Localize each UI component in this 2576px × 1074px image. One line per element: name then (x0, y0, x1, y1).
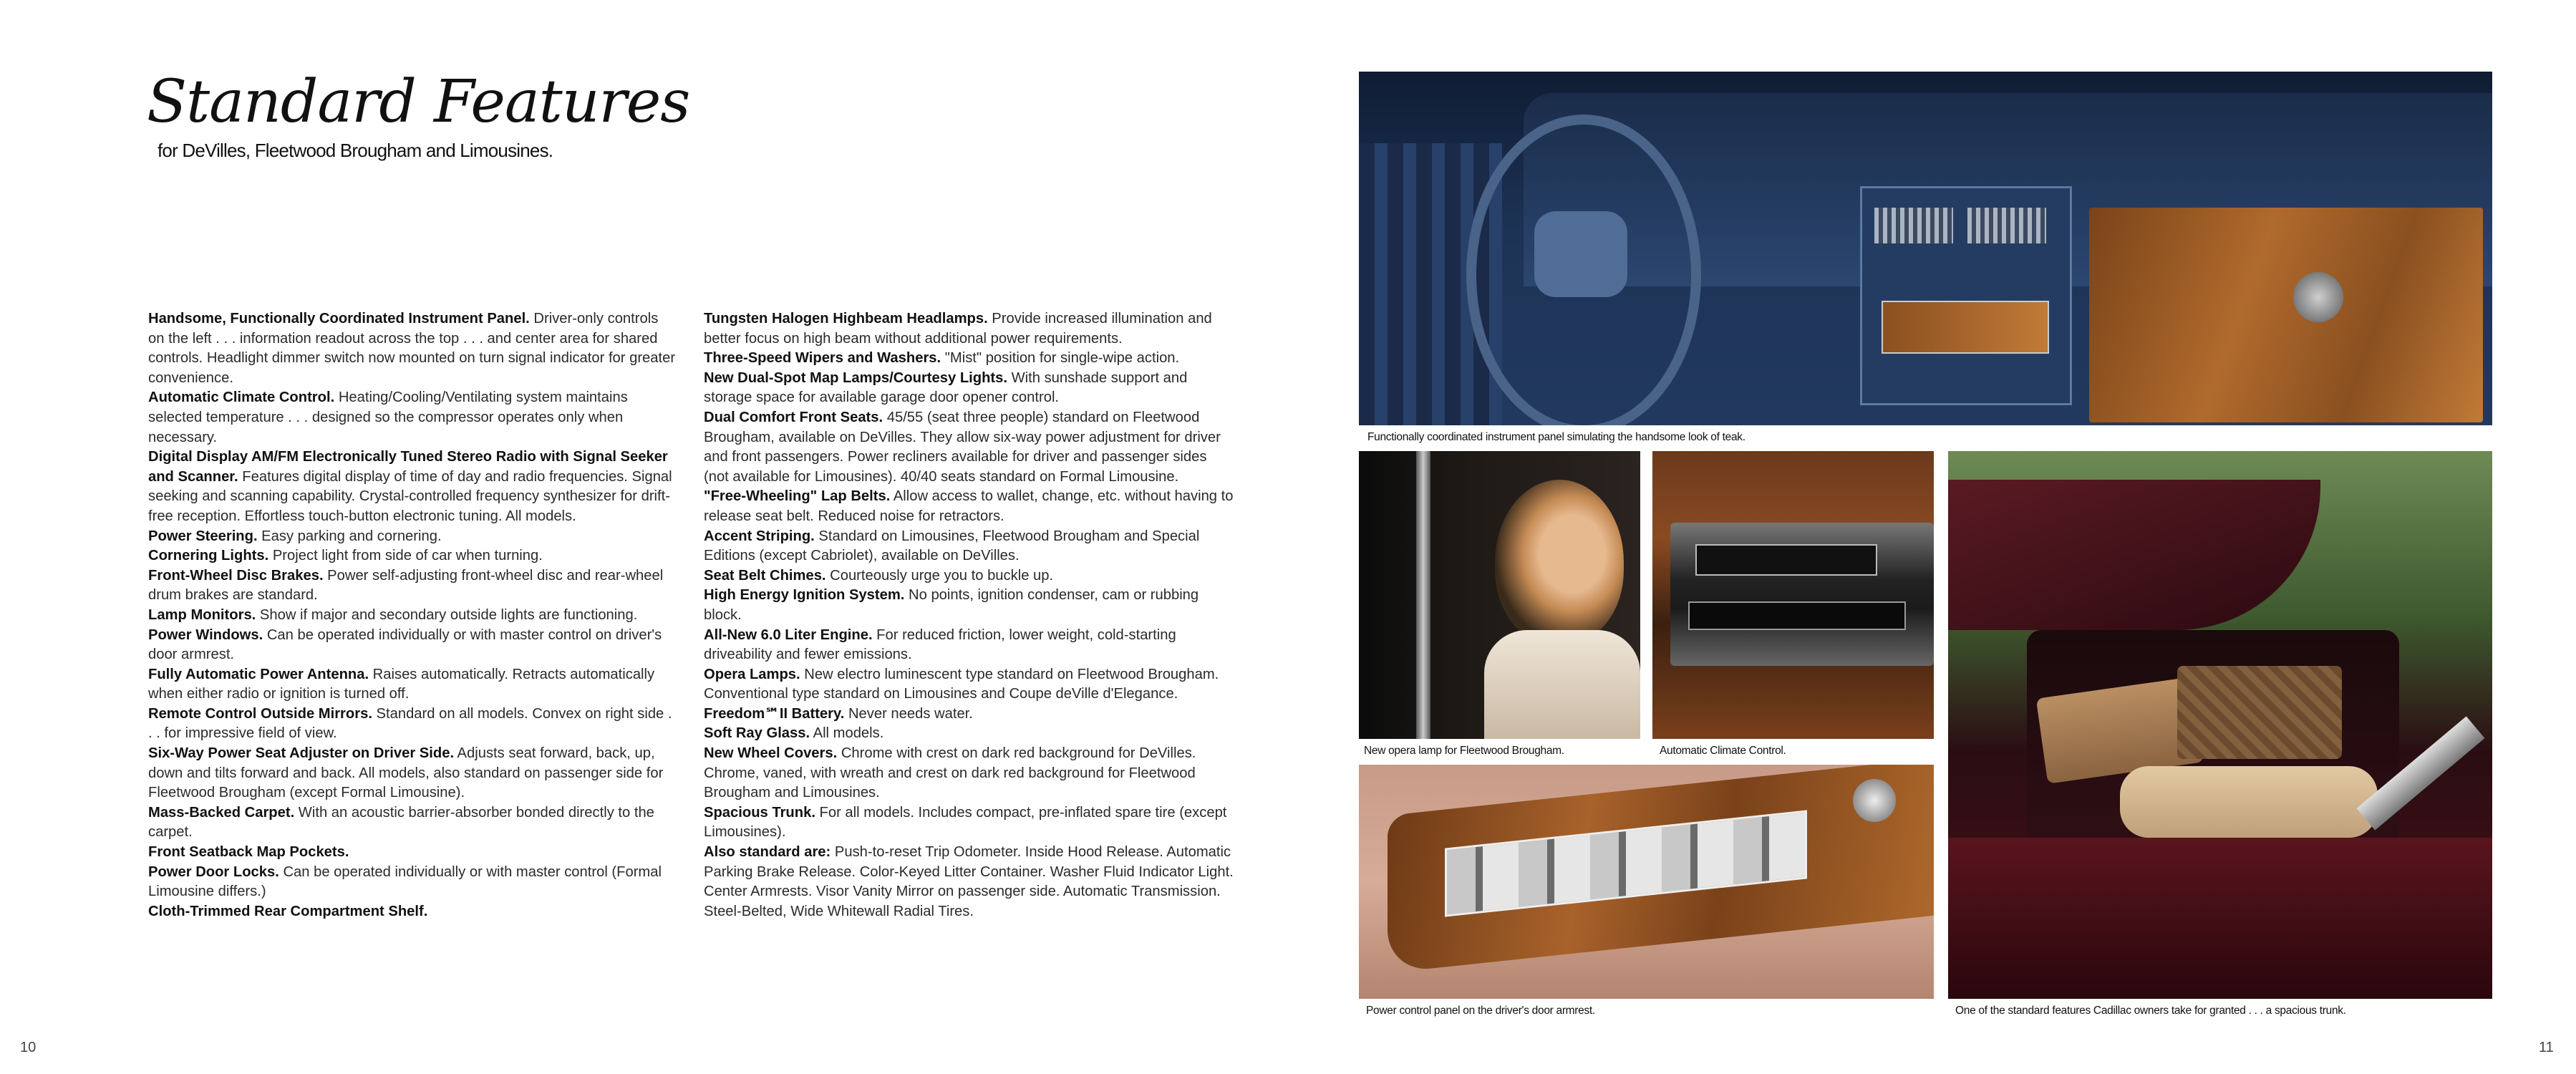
feature-name: Handsome, Functionally Coordinated Instrument Panel. (148, 311, 530, 326)
feature-description: Show if major and secondary outside lights are functioning. (256, 606, 638, 623)
feature-item (704, 724, 1234, 744)
teak-panel-shape (2089, 208, 2483, 422)
feature-description: Courteously urge you to buckle up. (825, 567, 1054, 584)
feature-item (148, 606, 678, 626)
feature-description: 45/55 (seat three people) standard on Fleetwood Brougham, available on DeVilles. They allow six-way power adjustment for driver and front passengers. Power recliners available for driver and passenger sides (not available for Limousines). 40/40 seats standard on Formal Limousine. (704, 409, 1221, 485)
feature-name: Spacious Trunk. (704, 804, 815, 821)
feature-item (148, 803, 678, 843)
feature-item (148, 863, 678, 902)
feature-item (704, 408, 1234, 487)
feature-name: Power Door Locks. (148, 863, 279, 880)
feature-description: All models. (810, 725, 884, 742)
feature-name: Accent Striping. (704, 528, 815, 544)
feature-item (704, 527, 1234, 566)
feature-item (704, 309, 1234, 349)
feature-description: Can be operated individually or with master control (Formal Limousine differs.) (148, 863, 662, 900)
feature-description: Raises automatically. Retracts automatically when either radio or ignition is turned off. (148, 666, 655, 702)
feature-item (148, 902, 678, 922)
page-number-left: 10 (20, 1040, 37, 1055)
feature-description: Can be operated individually or with master control on driver's door armrest. (148, 626, 662, 663)
caption-opera-lamp: New opera lamp for Fleetwood Brougham. (1364, 745, 1564, 757)
feature-name: Cloth-Trimmed Rear Compartment Shelf. (148, 903, 428, 919)
feature-description: Driver-only controls on the left . . . information readout across the top . . . and center area for shared controls. Headlight dimmer switch now mounted on turn signal indicator for greater convenience. (148, 311, 676, 386)
feature-item (148, 527, 678, 547)
feature-item (704, 843, 1234, 921)
feature-name: Three-Speed Wipers and Washers. (704, 350, 941, 367)
feature-name: Soft Ray Glass. (704, 725, 810, 742)
feature-name: Dual Comfort Front Seats. (704, 409, 883, 425)
feature-name: Freedom℠II Battery. (704, 705, 845, 722)
feature-item (704, 369, 1234, 408)
feature-item (148, 309, 678, 388)
feature-name: Automatic Climate Control. (148, 390, 335, 406)
vent-shape (1967, 208, 2046, 243)
feature-item (148, 546, 678, 566)
feature-description: Provide increased illumination and better focus on high beam without additional power requirements. (704, 311, 1212, 347)
power-control-panel-photo (1359, 765, 1934, 999)
feature-name: Also standard are: (704, 844, 831, 861)
door-frame-shape (1416, 451, 1430, 739)
feature-name: Power Windows. (148, 626, 263, 643)
vent-shape (1874, 208, 1953, 243)
feature-item (704, 349, 1234, 369)
feature-name: Lamp Monitors. (148, 606, 256, 623)
coat-shape (1484, 630, 1640, 739)
feature-name: Opera Lamps. (704, 666, 800, 682)
trunk-lid-shape (1948, 480, 2320, 630)
feature-name: Front Seatback Map Pockets. (148, 844, 349, 861)
display-shape (1695, 544, 1877, 576)
slider-shape (1688, 601, 1906, 630)
feature-item (704, 665, 1234, 705)
passenger-shape (1495, 480, 1624, 644)
trunk-photo (1948, 451, 2492, 999)
opera-lamp-photo (1359, 451, 1640, 739)
luggage-shape (2120, 766, 2378, 838)
feature-description: Heating/Cooling/Ventilating system maintains selected temperature . . . designed so the compressor operates only when necessary. (148, 390, 628, 445)
feature-name: Cornering Lights. (148, 548, 269, 564)
feature-item (148, 705, 678, 744)
feature-description: Standard on all models. Convex on right side . . . for impressive field of view. (148, 705, 672, 742)
feature-item (148, 626, 678, 665)
feature-name: Tungsten Halogen Highbeam Headlamps. (704, 311, 988, 326)
page-title: Standard Features (147, 68, 690, 136)
feature-name: New Dual-Spot Map Lamps/Courtesy Lights. (704, 369, 1007, 386)
feature-name: Seat Belt Chimes. (704, 567, 826, 584)
feature-description: For all models. Includes compact, pre-inflated spare tire (except Limousines). (704, 804, 1227, 841)
caption-instrument-panel: Functionally coordinated instrument panel simulating the handsome look of teak. (1367, 431, 1745, 443)
steering-hub-shape (1534, 211, 1627, 297)
lock-knob-shape (1853, 779, 1896, 822)
feature-description: Standard on Limousines, Fleetwood Brougham and Special Editions (except Cabriolet), available on DeVilles. (704, 528, 1200, 564)
car-body-shape (1948, 838, 2492, 999)
feature-description: No points, ignition condenser, cam or rubbing block. (704, 587, 1199, 623)
feature-description: Features digital display of time of day and radio frequencies. Signal seeking and scanning capability. Crystal-controlled frequency synthesizer for drift-free reception. Effortless touch-button electronic tuning. All models. (148, 468, 672, 524)
feature-description: Push-to-reset Trip Odometer. Inside Hood Release. Automatic Parking Brake Release. Color-Keyed Litter Container. Washer Fluid Indicator Light. Center Armrests. Visor Vanity Mirror on passenger side. Automatic Transmission. Steel-Belted, Wide Whitewall Radial Tires. (704, 844, 1234, 919)
feature-item (148, 665, 678, 705)
feature-name: Power Steering. (148, 528, 258, 544)
feature-item (704, 586, 1234, 625)
feature-name: Six-Way Power Seat Adjuster on Driver Side. (148, 745, 455, 762)
feature-item (704, 744, 1234, 803)
features-left-column (148, 309, 678, 921)
feature-description: Allow access to wallet, change, etc. without having to release seat belt. Reduced noise for retractors. (704, 488, 1234, 524)
feature-description: For reduced friction, lower weight, cold-starting driveability and fewer emissions. (704, 626, 1176, 663)
feature-item (704, 626, 1234, 665)
feature-description: Chrome with crest on dark red background for DeVilles. Chrome, vaned, with wreath and crest on dark red background for Fleetwood Brougham and Limousines. (704, 745, 1196, 801)
feature-item (148, 566, 678, 606)
feature-name: Digital Display AM/FM Electronically Tuned Stereo Radio with Signal Seeker and Scanner. (148, 449, 668, 485)
feature-item (148, 448, 678, 526)
caption-climate-control: Automatic Climate Control. (1660, 745, 1786, 757)
climate-control-photo (1652, 451, 1934, 739)
feature-name: Fully Automatic Power Antenna. (148, 666, 369, 682)
feature-item (704, 487, 1234, 526)
feature-name: High Energy Ignition System. (704, 587, 905, 604)
feature-item (148, 843, 678, 863)
caption-trunk: One of the standard features Cadillac owners take for granted . . . a spacious trunk. (1955, 1005, 2346, 1017)
feature-description: Adjusts seat forward, back, up, down and tilts forward and back. All models, also standard on passenger side for Fleetwood Brougham (except Formal Limousine). (148, 745, 664, 801)
page-number-right: 11 (2539, 1040, 2554, 1055)
feature-description: With an acoustic barrier-absorber bonded directly to the carpet. (148, 804, 654, 841)
feature-description: New electro luminescent type standard on Fleetwood Brougham. Conventional type standard on Limousines and Coupe deVille d'Elegance. (704, 666, 1219, 702)
feature-item (148, 388, 678, 448)
features-right-column (704, 309, 1234, 921)
luggage-shape (2177, 666, 2342, 759)
page-subtitle: for DeVilles, Fleetwood Brougham and Limousines. (158, 140, 553, 161)
crest-emblem (2293, 272, 2343, 322)
instrument-panel-photo (1359, 72, 2492, 425)
feature-description: Project light from side of car when turning. (268, 548, 543, 564)
feature-description: Power self-adjusting front-wheel disc and rear-wheel drum brakes are standard. (148, 567, 664, 604)
feature-description: Easy parking and cornering. (257, 528, 442, 544)
caption-power-panel: Power control panel on the driver's door armrest. (1366, 1005, 1595, 1017)
feature-item (704, 803, 1234, 843)
feature-name: All-New 6.0 Liter Engine. (704, 626, 873, 643)
feature-name: Remote Control Outside Mirrors. (148, 705, 372, 722)
feature-description: "Mist" position for single-wipe action. (941, 350, 1180, 367)
radio-shape (1882, 301, 2049, 354)
feature-name: "Free-Wheeling" Lap Belts. (704, 488, 891, 505)
feature-item (704, 566, 1234, 586)
feature-description: With sunshade support and storage space for available garage door opener control. (704, 369, 1188, 406)
feature-name: Mass-Backed Carpet. (148, 804, 295, 821)
feature-description: Never needs water. (844, 705, 973, 722)
feature-name: New Wheel Covers. (704, 745, 838, 762)
feature-item (148, 744, 678, 803)
feature-item (704, 705, 1234, 725)
feature-name: Front-Wheel Disc Brakes. (148, 567, 324, 584)
